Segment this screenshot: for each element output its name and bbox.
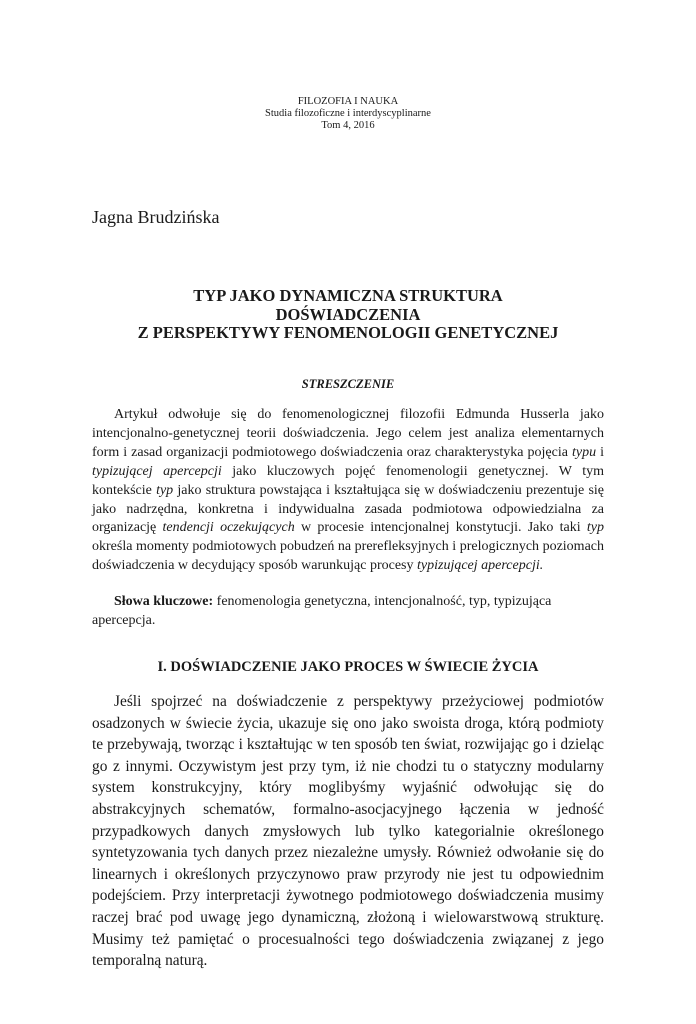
abstract-text-2: i: [596, 444, 605, 460]
abstract-text-3: jako kluczowych pojęć fenomenologii genetycznej. W tym kontekście: [92, 463, 605, 498]
journal-name: FILOZOFIA I NAUKA: [297, 96, 399, 107]
journal-volume: Tom 4, 2016: [321, 120, 375, 131]
abstract-paragraph: [92, 406, 604, 576]
title-line-2: DOŚWIADCZENIA: [275, 304, 421, 324]
abstract-text-4: jako struktura powstająca i kształtująca się w doświadczeniu prezentuje się jako nadrzędna, konkretna i indywidualna zasada podmiotowa odpowiedzialna za organizację: [92, 482, 604, 536]
keywords-text: fenomenologia genetyczna, intencjonalność, typ, typizująca apercepcja.: [92, 594, 552, 628]
abstract-italic-6: typizującej apercepcji.: [417, 558, 544, 574]
journal-header: [0, 96, 696, 132]
keywords-label: Słowa kluczowe:: [114, 594, 214, 609]
abstract-italic-2: typizującej apercepcji: [92, 463, 222, 479]
author-name: Jagna Brudzińska: [92, 207, 220, 227]
section-heading: I. DOŚWIADCZENIE JAKO PROCES W ŚWIECIE ŻYCIA: [157, 659, 539, 675]
abstract-text-5: w procesie intencjonalnej konstytucji. Jako taki: [294, 520, 587, 536]
journal-subtitle: Studia filozoficzne i interdyscyplinarne: [265, 108, 431, 119]
abstract-heading: STRESZCZENIE: [301, 377, 395, 391]
article-title: [0, 287, 696, 343]
abstract-text-1: Artykuł odwołuje się do fenomenologicznej filozofii Edmunda Husserla jako intencjonalno-genetycznej teorii doświadczenia. Jego celem jest analiza elementarnych form i zasad organizacji podmiotowego doświadczenia oraz charakterystyka pojęcia: [92, 407, 604, 460]
title-line-3: Z PERSPEKTYWY FENOMENOLOGII GENETYCZNEJ: [137, 323, 559, 342]
abstract-italic-1: typu: [571, 444, 597, 460]
title-line-1: TYP JAKO DYNAMICZNA STRUKTURA: [193, 286, 503, 305]
abstract-italic-3: typ: [156, 482, 174, 498]
section-paragraph: Jeśli spojrzeć na doświadczenie z perspektywy przeżyciowej podmiotów osadzonych w świecie życia, ukazuje się ono jako swoista droga, którą podmioty te przebywają, tworząc i kształtując w ten sposób ten świat, rozwijając go i dzieląc go z innymi. Oczywistym jest przy tym, iż nie chodzi tu o statyczny modularny system konstrukcyjny, który moglibyśmy wyjaśnić odwołując się do abstrakcyjnych schematów, formalno-asocjacyjnego łączenia w jedność przypadkowych danych zmysłowych lub tylko kategorialnie określonego syntetyzowania tych danych przez niezależne umysły. Również odwołanie się do linearnych i określonych przyczynowo praw przyrody nie jest tu odpowiednim podejściem. Przy interpretacji żywotnego podmiotowego doświadczenia musimy raczej brać pod uwagę jego dynamiczną, złożoną i wielowarstwową strukturę. Musimy też pamiętać o procesualności tego doświadczenia związanej z jego temporalną naturą.: [92, 693, 604, 970]
abstract-body: [92, 406, 604, 576]
keywords: [92, 592, 604, 630]
abstract-text-6: określa momenty podmiotowych pobudzeń na prerefleksyjnych i prelogicznych poziomach doświadczenia w decydujący sposób warunkując procesy: [92, 539, 604, 574]
abstract-italic-4: tendencji oczekujących: [162, 520, 295, 536]
abstract-italic-5: typ: [586, 520, 604, 536]
